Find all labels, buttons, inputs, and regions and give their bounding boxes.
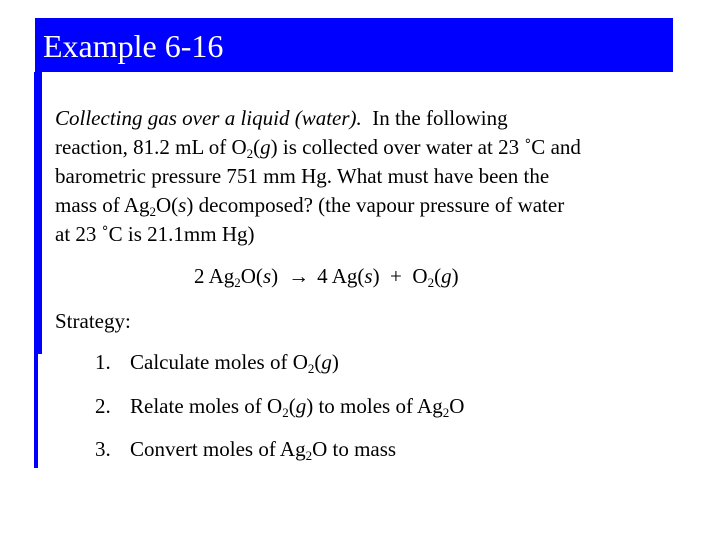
step-text: ) [331, 350, 339, 374]
step-text: O [449, 394, 465, 418]
step-text: ( [288, 394, 296, 418]
step-number: 2. [95, 394, 111, 418]
title-bar [35, 18, 673, 72]
state-symbol: g [321, 350, 332, 374]
subscript: 2 [442, 405, 450, 420]
subscript: 2 [305, 448, 313, 463]
step-number: 3. [95, 437, 111, 461]
state-symbol: g [260, 135, 271, 159]
step-text: Calculate moles of O [130, 350, 308, 374]
state-symbol: s [178, 193, 187, 217]
problem-text: O( [156, 193, 179, 217]
subscript: 2 [149, 204, 156, 219]
step-number: 1. [95, 350, 111, 374]
step-text: ( [314, 350, 322, 374]
eq-text: ) [451, 264, 459, 288]
eq-text: ( [434, 264, 442, 288]
problem-line-2 [55, 133, 675, 162]
state-symbol: s [364, 264, 373, 288]
left-accent-rule-inner [38, 72, 42, 354]
problem-statement [55, 104, 675, 249]
state-symbol: g [295, 394, 307, 418]
subscript: 2 [307, 361, 315, 376]
eq-text: O( [240, 264, 263, 288]
strategy-step-3 [95, 435, 396, 464]
strategy-step-2 [95, 392, 464, 421]
step-text: ) to moles of Ag [306, 394, 443, 418]
strategy-heading: Strategy: [55, 309, 131, 333]
problem-line-4 [55, 191, 675, 220]
problem-text: mass of Ag [55, 193, 150, 217]
problem-line-1 [55, 104, 675, 133]
eq-text: ) + O [372, 264, 428, 288]
subscript: 2 [282, 405, 289, 420]
problem-line-3: barometric pressure 751 mm Hg. What must have been the [55, 164, 550, 188]
subscript: 2 [234, 275, 241, 290]
eq-text: 4 Ag( [317, 264, 365, 288]
chemical-equation [194, 262, 459, 291]
problem-text: ( [253, 135, 261, 159]
problem-text: ) decomposed? (the vapour pressure of water [186, 193, 565, 217]
eq-text: 2 Ag [194, 264, 235, 288]
problem-line-1-rest: In the following [361, 106, 508, 130]
step-text: Relate moles of O [130, 394, 283, 418]
eq-text: ) [271, 264, 279, 288]
subscript: 2 [427, 275, 435, 290]
step-text: Convert moles of Ag [130, 437, 306, 461]
problem-text: reaction, 81.2 mL of O [55, 135, 247, 159]
state-symbol: g [441, 264, 452, 288]
problem-text: ) is collected over water at 23 ˚C and [270, 135, 581, 159]
slide-title: Example 6-16 [43, 28, 224, 64]
strategy-step-1 [95, 348, 339, 377]
step-text: O to mass [312, 437, 397, 461]
subscript: 2 [246, 146, 254, 161]
reaction-arrow-icon: → [288, 264, 310, 288]
problem-line-5: at 23 ˚C is 21.1mm Hg) [55, 222, 255, 246]
state-symbol: s [262, 264, 272, 288]
problem-lead: Collecting gas over a liquid (water). [55, 106, 362, 130]
